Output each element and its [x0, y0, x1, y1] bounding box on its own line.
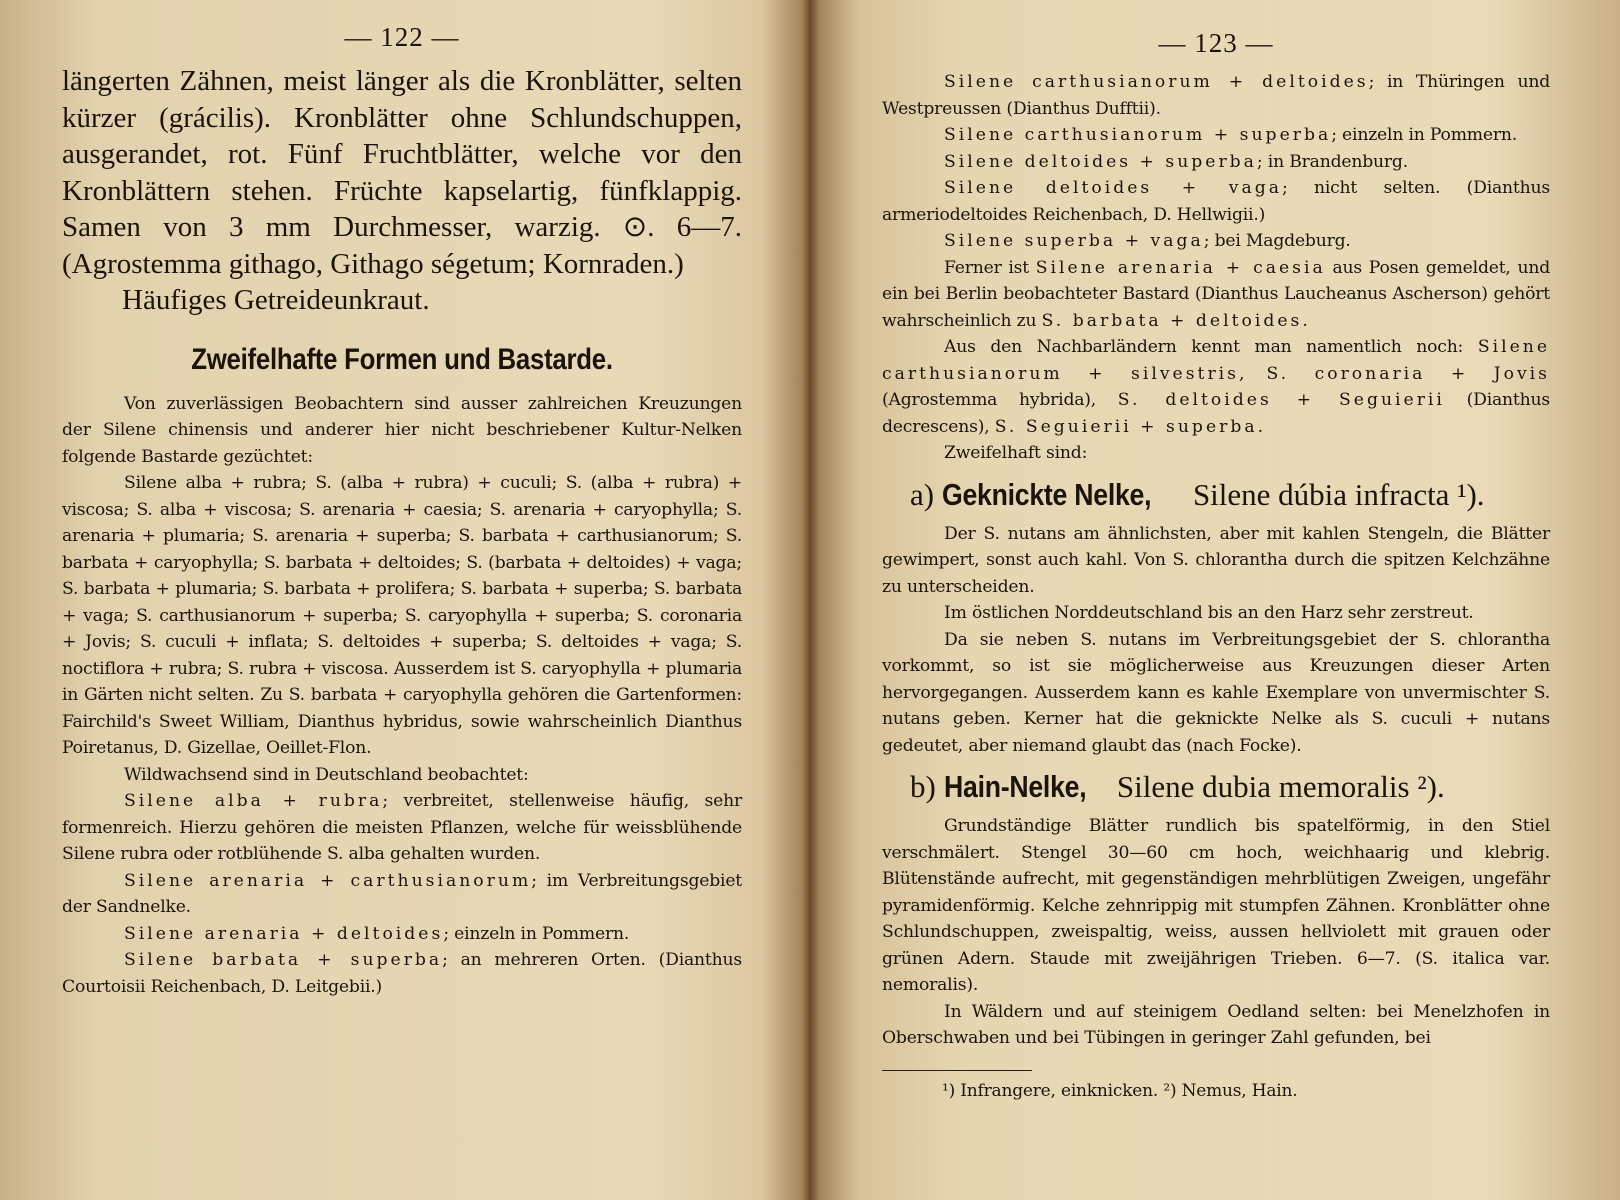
hybrid-name: S. deltoides + Seguierii — [1117, 390, 1445, 410]
hybrid-note: ; bei Magdeburg. — [1203, 231, 1351, 251]
wild-hybrid-entry — [62, 868, 742, 921]
text-run: (Agrostemma hybrida), — [882, 390, 1118, 410]
hybrid-name: Silene superba + vaga — [944, 231, 1204, 251]
species-heading-a — [910, 477, 1550, 513]
text-run: , — [1238, 363, 1267, 384]
hybrid-name: Silene carthusianorum + silvestris — [882, 337, 1550, 384]
wild-hybrid-entry — [882, 228, 1550, 255]
text-run: (Dianthus decrescens), — [882, 390, 1550, 437]
notes-paragraph: Da sie neben S. nutans im Verbreitungsgebiet der S. chlorantha vorkommt, so ist sie möglicherweise aus Kreuzungen dieser Arten hervorgegangen. Ausserdem kann es kahle Exemplare von unvermischter S. nutans geben. Kerner hat die geknickte Nelke als S. cuculi + nutans gedeutet, aber niemand glaubt das (nach Focke). — [882, 629, 1550, 756]
continued-paragraph: längerten Zähnen, meist länger als die Kronblätter, selten kürzer (grácilis). Kronblätter ohne Schlundschuppen, ausgerandet, rot. Fünf Fruchtblätter, welche vor den Kronblättern stehen. Früchte kapselartig, fünfklappig. Samen von 3 mm Durchmesser, warzig. ⊙. 6—7. (Agrostemma githago, Githago ségetum; Kornraden.) — [62, 65, 742, 280]
item-label: a) — [910, 476, 935, 512]
common-name: Hain-Nelke, — [943, 769, 1086, 804]
distribution-paragraph: In Wäldern und auf steinigem Oedland selten: bei Menelzhofen in Oberschwaben und bei Tübingen in geringer Zahl gefunden, bei — [882, 1001, 1550, 1048]
wild-hybrid-entry — [882, 149, 1550, 176]
hybrid-note: ; einzeln in Pommern. — [443, 923, 630, 944]
text-run: aus Posen gemeldet, und ein bei Berlin beobachteter Bastard (Dianthus Laucheanus Ascherson) gehört wahrscheinlich zu — [882, 257, 1550, 331]
hybrid-name: Silene arenaria + carthusianorum — [124, 870, 532, 891]
footnote-rule — [882, 1070, 1032, 1071]
wild-hybrid-entry — [882, 122, 1550, 149]
text-run: . — [1257, 416, 1263, 437]
text-run: Aus den Nachbarländern kennt man namentlich noch: — [944, 337, 1478, 357]
common-name: Geknickte Nelke, — [941, 476, 1152, 512]
doubtful-intro: Zweifelhaft sind: — [944, 443, 1088, 463]
page-right — [820, 0, 1620, 1200]
hybrid-note: ; einzeln in Pommern. — [1331, 125, 1518, 145]
habitat-line: Häufiges Getreideunkraut. — [122, 284, 430, 316]
hybrid-note: ; im Verbreitungsgebiet der Sandnelke. — [62, 870, 742, 917]
page-number: — 123 — — [1158, 28, 1274, 58]
hybrid-name: S. Seguierii + superba — [994, 416, 1258, 437]
description-paragraph: Der S. nutans am ähnlichsten, aber mit kahlen Stengeln, die Blätter gewimpert, sonst auch kahl. Von S. chlorantha durch die spitzen Kelchzähne zu unterscheiden. — [882, 523, 1550, 597]
page-left — [0, 0, 800, 1200]
hybrid-note: ; verbreitet, stellenweise häufig, sehr formenreich. Hierzu gehören die meisten Pflanzen, welche für weissblühende Silene rubra oder rotblühende S. alba gehalten wurden. — [62, 791, 743, 864]
hybrid-name: Silene alba + rubra — [124, 791, 383, 811]
wild-hybrid-entry — [62, 947, 742, 1000]
page-number: — 122 — — [344, 22, 460, 52]
wild-hybrid-entry — [62, 788, 742, 868]
hybrid-note: ; nicht selten. (Dianthus armeriodeltoides Reichenbach, D. Hellwigii.) — [882, 178, 1550, 225]
hybrid-note: ; an mehreren Orten. (Dianthus Courtoisii Reichenbach, D. Leitgebii.) — [62, 950, 742, 997]
hybrid-name: Silene deltoides + superba — [944, 151, 1257, 172]
hybrid-name: S. barbata + deltoides — [1041, 310, 1303, 331]
species-heading-b — [910, 769, 1550, 805]
further-hybrids-paragraph — [882, 255, 1550, 335]
section-heading: Zweifelhafte Formen und Bastarde. — [191, 342, 613, 376]
hybrid-note: ; in Thüringen und Westpreussen (Dianthus Dufftii). — [882, 72, 1551, 119]
neighbour-countries-paragraph — [882, 334, 1550, 440]
hybrid-name: Silene carthusianorum + superba — [944, 125, 1332, 145]
cultivated-hybrids-list: Silene alba + rubra; S. (alba + rubra) + cuculi; S. (alba + rubra) + viscosa; S. alba + viscosa; S. arenaria + caesia; S. arenaria + caryophylla; S. arenaria + plumaria; S. arenaria + superba; S. barbata + carthusianorum; S. barbata + caryophylla; S. barbata + deltoides; S. (barbata + deltoides) + vaga; S. barbata + plumaria; S. barbata + prolifera; S. barbata + superba; S. barbata + vaga; S. carthusianorum + superba; S. caryophylla + superba; S. coronaria + Jovis; S. cuculi + inflata; S. deltoides + superba; S. deltoides + vaga; S. noctiflora + rubra; S. rubra + viscosa. Ausserdem ist S. caryophylla + plumaria in Gärten nicht selten. Zu S. barbata + caryophylla gehören die Gartenformen: Fairchild's Sweet William, Dianthus hybridus, sowie wahrscheinlich Dianthus Poiretanus, D. Gizellae, Oeillet-Flon. — [62, 473, 742, 758]
text-run: . — [1302, 310, 1308, 331]
distribution-paragraph: Im östlichen Norddeutschland bis an den Harz sehr zerstreut. — [944, 603, 1474, 623]
intro-paragraph: Von zuverlässigen Beobachtern sind ausser zahlreichen Kreuzungen der Silene chinensis und anderer hier nicht beschriebener Kultur-Nelken folgende Bastarde gezüchtet: — [62, 393, 742, 467]
wild-intro: Wildwachsend sind in Deutschland beobachtet: — [124, 764, 529, 785]
hybrid-name: Silene arenaria + caesia — [1035, 257, 1326, 278]
hybrid-name: Silene barbata + superba — [124, 950, 443, 970]
hybrid-name: Silene arenaria + deltoides — [124, 923, 444, 944]
hybrid-name: Silene carthusianorum + deltoides — [944, 72, 1369, 92]
wild-hybrid-entry — [882, 69, 1550, 122]
text-run: Ferner ist — [944, 257, 1036, 278]
wild-hybrid-entry — [882, 175, 1550, 228]
hybrid-name: S. coronaria + Jovis — [1266, 363, 1550, 384]
hybrid-note: ; in Brandenburg. — [1256, 151, 1408, 172]
item-label: b) — [910, 769, 936, 804]
description-paragraph: Grundständige Blätter rundlich bis spatelförmig, in den Stiel verschmälert. Stengel 30—60 cm hoch, weichhaarig und klebrig. Blütenstände aufrecht, mit gegenständigen mehrblütigen Zweigen, ungefähr pyramidenförmig. Kelche zehnrippig mit stumpfen Zähnen. Kronblätter ohne Schlundschuppen, zweispaltig, weiss, aussen hellviolett mit grauen oder grünen Adern. Staude mit zweijährigen Trieben. 6—7. (S. italica var. nemoralis). — [882, 816, 1550, 995]
wild-hybrid-entry — [62, 921, 742, 948]
hybrid-name: Silene deltoides + vaga — [944, 178, 1282, 198]
latin-name: Silene dúbia infracta ¹). — [1192, 476, 1485, 512]
footnotes: ¹) Infrangere, einknicken. ²) Nemus, Hain. — [942, 1080, 1298, 1101]
latin-name: Silene dubia memoralis ²). — [1116, 769, 1445, 804]
